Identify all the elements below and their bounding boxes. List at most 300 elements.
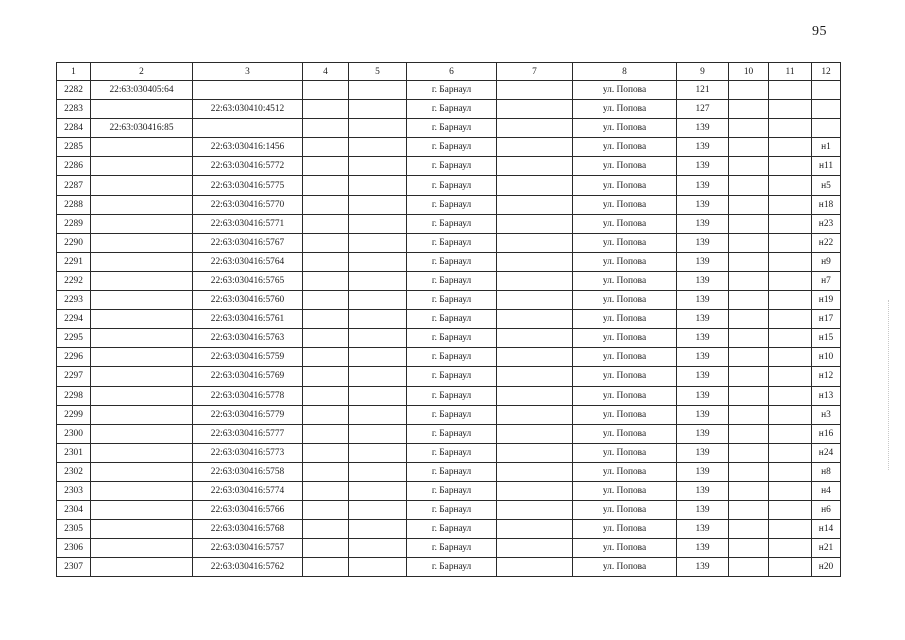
object-cadastral-number-cell: 22:63:030416:5763 [193,329,303,348]
table-row [57,81,841,100]
object-cadastral-number-cell: 22:63:030416:5778 [193,386,303,405]
object-cadastral-number-cell: 22:63:030416:5770 [193,195,303,214]
column-header: 11 [769,63,812,81]
column-11-cell [769,462,812,481]
street-cell: ул. Попова [573,329,677,348]
city-cell: г. Барнаул [407,462,497,481]
column-10-cell [729,157,769,176]
column-4-cell [303,329,349,348]
house-number-cell: 139 [677,367,729,386]
column-10-cell [729,501,769,520]
city-cell: г. Барнаул [407,405,497,424]
column-4-cell [303,501,349,520]
column-4-cell [303,520,349,539]
premises-number-cell: н1 [812,138,841,157]
column-7-cell [497,119,573,138]
cadastral-number-cell [91,252,193,271]
object-cadastral-number-cell: 22:63:030416:5767 [193,233,303,252]
city-cell: г. Барнаул [407,348,497,367]
column-5-cell [349,386,407,405]
house-number-cell: 127 [677,100,729,119]
column-11-cell [769,501,812,520]
row-number-cell: 2301 [57,443,91,462]
column-11-cell [769,233,812,252]
street-cell: ул. Попова [573,481,677,500]
house-number-cell: 139 [677,462,729,481]
premises-number-cell: н16 [812,424,841,443]
column-header: 2 [91,63,193,81]
row-number-cell: 2289 [57,214,91,233]
column-10-cell [729,176,769,195]
object-cadastral-number-cell: 22:63:030416:5762 [193,558,303,577]
house-number-cell: 139 [677,195,729,214]
column-11-cell [769,558,812,577]
column-7-cell [497,424,573,443]
table-row [57,329,841,348]
column-7-cell [497,195,573,214]
column-header: 5 [349,63,407,81]
house-number-cell: 139 [677,520,729,539]
column-10-cell [729,119,769,138]
house-number-cell: 121 [677,81,729,100]
cadastral-number-cell [91,310,193,329]
column-11-cell [769,271,812,290]
object-cadastral-number-cell: 22:63:030416:5761 [193,310,303,329]
house-number-cell: 139 [677,310,729,329]
street-cell: ул. Попова [573,367,677,386]
column-10-cell [729,81,769,100]
row-number-cell: 2296 [57,348,91,367]
row-number-cell: 2299 [57,405,91,424]
table-row [57,501,841,520]
premises-number-cell: н22 [812,233,841,252]
column-7-cell [497,81,573,100]
cadastral-number-cell [91,233,193,252]
street-cell: ул. Попова [573,501,677,520]
premises-number-cell [812,81,841,100]
column-5-cell [349,367,407,386]
street-cell: ул. Попова [573,214,677,233]
table-row [57,138,841,157]
premises-number-cell: н19 [812,291,841,310]
row-number-cell: 2307 [57,558,91,577]
column-5-cell [349,291,407,310]
column-11-cell [769,348,812,367]
column-11-cell [769,252,812,271]
premises-number-cell: н15 [812,329,841,348]
house-number-cell: 139 [677,481,729,500]
page-number: 95 [812,24,827,39]
city-cell: г. Барнаул [407,443,497,462]
column-7-cell [497,329,573,348]
column-11-cell [769,291,812,310]
premises-number-cell: н17 [812,310,841,329]
city-cell: г. Барнаул [407,329,497,348]
column-11-cell [769,310,812,329]
column-10-cell [729,252,769,271]
column-5-cell [349,501,407,520]
street-cell: ул. Попова [573,81,677,100]
object-cadastral-number-cell: 22:63:030410:4512 [193,100,303,119]
table-row [57,291,841,310]
column-4-cell [303,481,349,500]
premises-number-cell: н20 [812,558,841,577]
house-number-cell: 139 [677,233,729,252]
cadastral-number-cell [91,405,193,424]
street-cell: ул. Попова [573,348,677,367]
street-cell: ул. Попова [573,119,677,138]
cadastral-number-cell [91,367,193,386]
column-5-cell [349,233,407,252]
row-number-cell: 2293 [57,291,91,310]
table-row [57,195,841,214]
row-number-cell: 2291 [57,252,91,271]
city-cell: г. Барнаул [407,539,497,558]
object-cadastral-number-cell: 22:63:030416:5772 [193,157,303,176]
column-7-cell [497,443,573,462]
column-5-cell [349,310,407,329]
column-7-cell [497,386,573,405]
object-cadastral-number-cell: 22:63:030416:5758 [193,462,303,481]
column-11-cell [769,214,812,233]
column-11-cell [769,539,812,558]
street-cell: ул. Попова [573,233,677,252]
table-row [57,386,841,405]
premises-number-cell: н5 [812,176,841,195]
cadastral-number-cell [91,462,193,481]
column-11-cell [769,119,812,138]
premises-number-cell: н7 [812,271,841,290]
column-11-cell [769,481,812,500]
column-11-cell [769,329,812,348]
city-cell: г. Барнаул [407,176,497,195]
house-number-cell: 139 [677,405,729,424]
column-7-cell [497,138,573,157]
cadastral-number-cell [91,520,193,539]
premises-number-cell: н13 [812,386,841,405]
premises-number-cell: н23 [812,214,841,233]
column-4-cell [303,176,349,195]
row-number-cell: 2290 [57,233,91,252]
column-5-cell [349,195,407,214]
column-10-cell [729,405,769,424]
column-5-cell [349,462,407,481]
cadastral-number-cell [91,291,193,310]
column-4-cell [303,310,349,329]
street-cell: ул. Попова [573,443,677,462]
column-11-cell [769,176,812,195]
object-cadastral-number-cell: 22:63:030416:5779 [193,405,303,424]
table-row [57,348,841,367]
column-11-cell [769,443,812,462]
column-5-cell [349,443,407,462]
house-number-cell: 139 [677,443,729,462]
column-5-cell [349,214,407,233]
cadastral-number-cell [91,501,193,520]
column-7-cell [497,252,573,271]
house-number-cell: 139 [677,386,729,405]
street-cell: ул. Попова [573,310,677,329]
column-11-cell [769,100,812,119]
column-header: 12 [812,63,841,81]
house-number-cell: 139 [677,348,729,367]
column-10-cell [729,329,769,348]
column-4-cell [303,157,349,176]
street-cell: ул. Попова [573,291,677,310]
column-7-cell [497,462,573,481]
object-cadastral-number-cell: 22:63:030416:5766 [193,501,303,520]
city-cell: г. Барнаул [407,100,497,119]
column-5-cell [349,405,407,424]
column-header: 7 [497,63,573,81]
city-cell: г. Барнаул [407,386,497,405]
object-cadastral-number-cell: 22:63:030416:5769 [193,367,303,386]
premises-number-cell: н21 [812,539,841,558]
row-number-cell: 2297 [57,367,91,386]
column-4-cell [303,462,349,481]
object-cadastral-number-cell: 22:63:030416:5774 [193,481,303,500]
column-10-cell [729,195,769,214]
column-10-cell [729,539,769,558]
column-5-cell [349,81,407,100]
street-cell: ул. Попова [573,539,677,558]
row-number-cell: 2294 [57,310,91,329]
cadastral-number-cell [91,214,193,233]
column-10-cell [729,233,769,252]
table-row [57,157,841,176]
cadastral-number-cell [91,176,193,195]
table-body [57,81,841,577]
column-4-cell [303,386,349,405]
column-4-cell [303,81,349,100]
column-11-cell [769,520,812,539]
column-5-cell [349,271,407,290]
street-cell: ул. Попова [573,100,677,119]
city-cell: г. Барнаул [407,138,497,157]
row-number-cell: 2306 [57,539,91,558]
column-5-cell [349,424,407,443]
street-cell: ул. Попова [573,520,677,539]
column-7-cell [497,291,573,310]
row-number-cell: 2304 [57,501,91,520]
column-10-cell [729,481,769,500]
column-7-cell [497,233,573,252]
row-number-cell: 2288 [57,195,91,214]
column-header: 4 [303,63,349,81]
column-11-cell [769,367,812,386]
city-cell: г. Барнаул [407,157,497,176]
table-row [57,214,841,233]
city-cell: г. Барнаул [407,81,497,100]
column-4-cell [303,214,349,233]
column-4-cell [303,405,349,424]
table-row [57,539,841,558]
column-header: 1 [57,63,91,81]
premises-number-cell: н9 [812,252,841,271]
column-7-cell [497,539,573,558]
column-7-cell [497,367,573,386]
column-10-cell [729,558,769,577]
house-number-cell: 139 [677,119,729,138]
cadastral-number-cell [91,424,193,443]
house-number-cell: 139 [677,252,729,271]
row-number-cell: 2305 [57,520,91,539]
house-number-cell: 139 [677,501,729,520]
column-10-cell [729,462,769,481]
premises-number-cell: н18 [812,195,841,214]
column-10-cell [729,348,769,367]
column-5-cell [349,329,407,348]
registry-table [56,62,841,577]
house-number-cell: 139 [677,271,729,290]
column-7-cell [497,176,573,195]
column-10-cell [729,291,769,310]
object-cadastral-number-cell: 22:63:030416:5764 [193,252,303,271]
column-5-cell [349,176,407,195]
column-7-cell [497,405,573,424]
column-10-cell [729,520,769,539]
column-5-cell [349,539,407,558]
column-4-cell [303,443,349,462]
column-header: 10 [729,63,769,81]
table-row [57,100,841,119]
street-cell: ул. Попова [573,195,677,214]
row-number-cell: 2283 [57,100,91,119]
column-5-cell [349,100,407,119]
column-header: 8 [573,63,677,81]
column-header: 9 [677,63,729,81]
column-5-cell [349,481,407,500]
premises-number-cell: н11 [812,157,841,176]
premises-number-cell [812,119,841,138]
column-11-cell [769,81,812,100]
city-cell: г. Барнаул [407,271,497,290]
table-row [57,481,841,500]
house-number-cell: 139 [677,138,729,157]
margin-marks [888,300,895,470]
table-row [57,176,841,195]
table-row [57,310,841,329]
premises-number-cell: н8 [812,462,841,481]
house-number-cell: 139 [677,329,729,348]
column-5-cell [349,520,407,539]
city-cell: г. Барнаул [407,233,497,252]
object-cadastral-number-cell: 22:63:030416:5773 [193,443,303,462]
premises-number-cell [812,100,841,119]
object-cadastral-number-cell: 22:63:030416:5771 [193,214,303,233]
column-4-cell [303,119,349,138]
column-4-cell [303,424,349,443]
table-row [57,520,841,539]
premises-number-cell: н14 [812,520,841,539]
street-cell: ул. Попова [573,386,677,405]
column-11-cell [769,386,812,405]
cadastral-number-cell [91,100,193,119]
city-cell: г. Барнаул [407,481,497,500]
column-5-cell [349,138,407,157]
column-10-cell [729,424,769,443]
city-cell: г. Барнаул [407,252,497,271]
city-cell: г. Барнаул [407,195,497,214]
street-cell: ул. Попова [573,252,677,271]
column-7-cell [497,271,573,290]
column-7-cell [497,310,573,329]
street-cell: ул. Попова [573,157,677,176]
house-number-cell: 139 [677,424,729,443]
cadastral-number-cell [91,195,193,214]
cadastral-number-cell: 22:63:030405:64 [91,81,193,100]
premises-number-cell: н24 [812,443,841,462]
column-11-cell [769,424,812,443]
column-5-cell [349,157,407,176]
table-row [57,119,841,138]
city-cell: г. Барнаул [407,310,497,329]
city-cell: г. Барнаул [407,501,497,520]
cadastral-number-cell [91,157,193,176]
house-number-cell: 139 [677,157,729,176]
object-cadastral-number-cell: 22:63:030416:5775 [193,176,303,195]
street-cell: ул. Попова [573,405,677,424]
row-number-cell: 2282 [57,81,91,100]
cadastral-number-cell [91,271,193,290]
premises-number-cell: н6 [812,501,841,520]
city-cell: г. Барнаул [407,367,497,386]
object-cadastral-number-cell: 22:63:030416:5777 [193,424,303,443]
column-4-cell [303,348,349,367]
house-number-cell: 139 [677,176,729,195]
object-cadastral-number-cell: 22:63:030416:5757 [193,539,303,558]
house-number-cell: 139 [677,539,729,558]
street-cell: ул. Попова [573,462,677,481]
column-7-cell [497,501,573,520]
column-4-cell [303,367,349,386]
column-7-cell [497,481,573,500]
table-row [57,558,841,577]
house-number-cell: 139 [677,558,729,577]
row-number-cell: 2287 [57,176,91,195]
object-cadastral-number-cell: 22:63:030416:5765 [193,271,303,290]
row-number-cell: 2303 [57,481,91,500]
cadastral-number-cell: 22:63:030416:85 [91,119,193,138]
row-number-cell: 2292 [57,271,91,290]
row-number-cell: 2298 [57,386,91,405]
cadastral-number-cell [91,386,193,405]
column-7-cell [497,348,573,367]
column-7-cell [497,100,573,119]
city-cell: г. Барнаул [407,214,497,233]
column-10-cell [729,138,769,157]
street-cell: ул. Попова [573,424,677,443]
cadastral-number-cell [91,329,193,348]
table-row [57,443,841,462]
column-4-cell [303,195,349,214]
object-cadastral-number-cell: 22:63:030416:1456 [193,138,303,157]
column-4-cell [303,138,349,157]
premises-number-cell: н3 [812,405,841,424]
column-4-cell [303,539,349,558]
column-10-cell [729,271,769,290]
table-row [57,405,841,424]
premises-number-cell: н12 [812,367,841,386]
street-cell: ул. Попова [573,271,677,290]
table-row [57,271,841,290]
table-row [57,252,841,271]
column-header: 6 [407,63,497,81]
row-number-cell: 2285 [57,138,91,157]
object-cadastral-number-cell: 22:63:030416:5759 [193,348,303,367]
street-cell: ул. Попова [573,176,677,195]
column-4-cell [303,558,349,577]
